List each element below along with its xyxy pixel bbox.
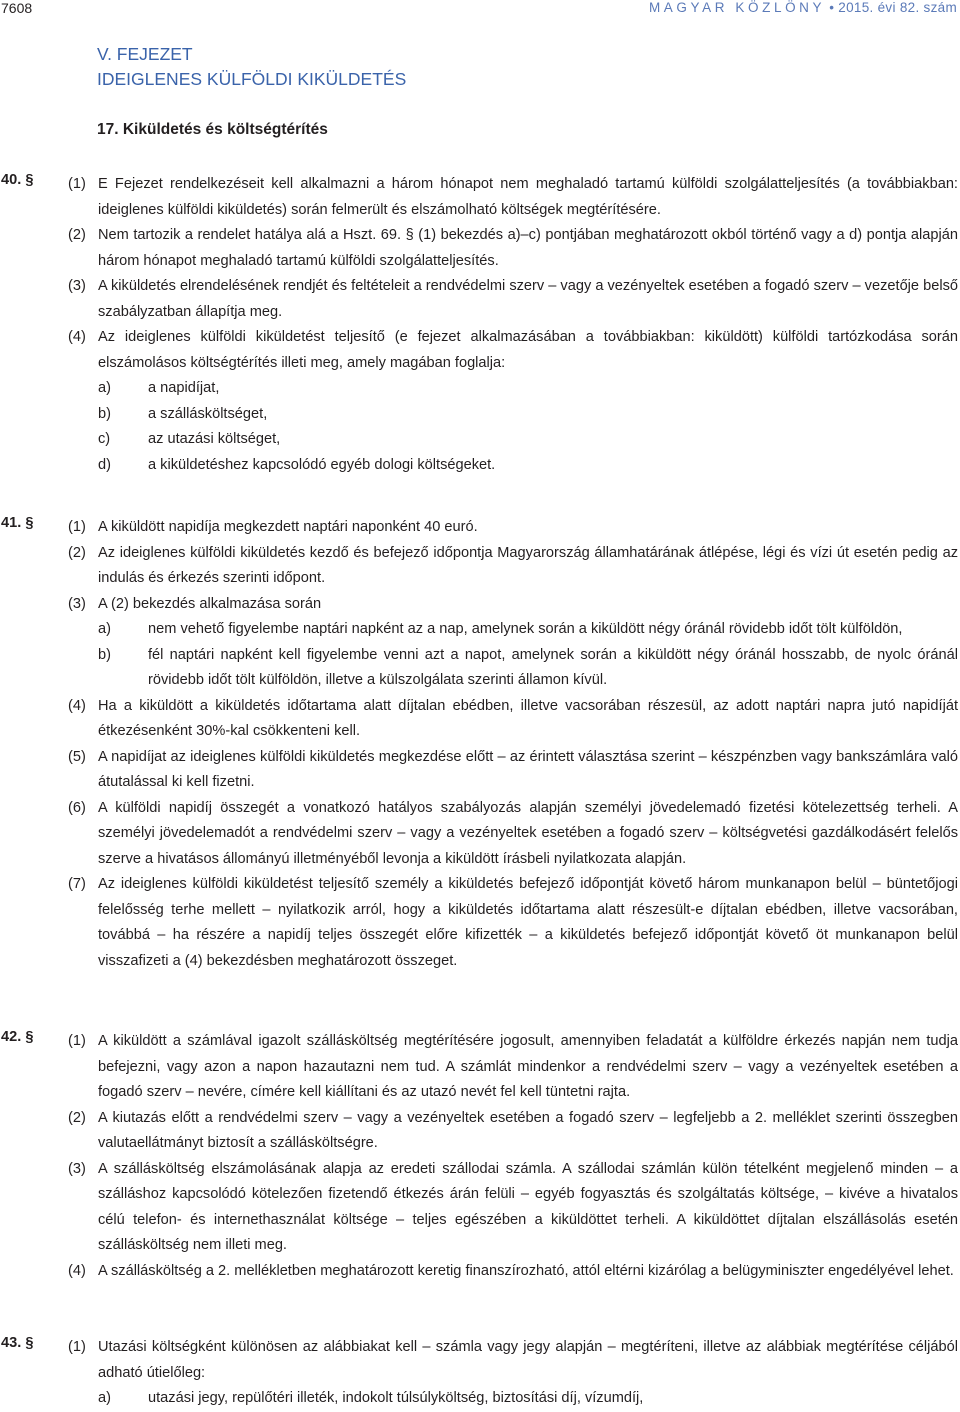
paragraph [0, 274, 960, 325]
list-item-text: nem vehető figyelembe naptári napként az a nap, amelynek során a kiküldött négy óránál rövidebb időt tölt külföldön, [148, 621, 903, 637]
list-item-label: a) [98, 1390, 111, 1406]
paragraph-number: (6) [68, 799, 86, 816]
paragraph-text: A szállásköltség elszámolásának alapja az eredeti szállodai számla. A szállodai számlán külön tételként megjelenő minden – a szálláshoz kapcsolódó kötelezően fizetendő étkezés árán felüli – egyéb fogyasztás és szolgáltatás költsége, – kivéve a hivatalos célú telefon- és internethasználat költsége – teljes egészében a kiküldöttet terheli. A kiküldöttet díjtalan elszállásolás esetén szállásköltség nem illeti meg. [98, 1160, 958, 1253]
paragraph [0, 592, 960, 618]
list-item [0, 1386, 960, 1412]
list-item [0, 402, 960, 428]
section-subtitle: 17. Kiküldetés és költségtérítés [97, 121, 328, 138]
list-item-label: a) [98, 621, 111, 637]
paragraph-text: Utazási költségként különösen az alábbiakat kell – számla vagy jegy alapján – megtéríteni, illetve az alábbiak megtérítése céljából adható útielőleg: [98, 1339, 958, 1381]
list-item [0, 427, 960, 453]
paragraph-number: (2) [68, 1109, 86, 1126]
paragraph-text: A külföldi napidíj összegét a vonatkozó hatályos szabályozás alapján személyi jövedelemadó fizetési kötelezettség terheli. A személyi jövedelemadót a rendvédelmi szerv – vagy a vezényeltek esetében a fogadó szerv – költségvetési gazdálkodásért felelős szerve a hivatásos állományú illetményéből levonja a kiküldött írásbeli nyilatkozata alapján. [98, 799, 958, 867]
list-item [0, 453, 960, 479]
list-item [0, 617, 960, 643]
list-item [0, 643, 960, 694]
section-number: 41. [1, 515, 22, 531]
paragraph-number: (1) [68, 1033, 86, 1049]
paragraph-number: (2) [68, 227, 86, 243]
paragraph [0, 1106, 960, 1157]
paragraph [0, 223, 960, 274]
paragraph-number: (1) [68, 1339, 86, 1355]
page-number: 7608 [1, 0, 33, 16]
paragraph [0, 796, 960, 873]
section-sign: § [25, 1335, 34, 1351]
paragraph-text: Nem tartozik a rendelet hatálya alá a Hszt. 69. § (1) bekezdés a)–c) pontjában meghatározott okból történő vagy a d) pontja alapján három hónapot meghaladó tartamú külföldi szolgálatteljesítés. [98, 227, 958, 269]
paragraph-text: E Fejezet rendelkezéseit kell alkalmazni a három hónapot nem meghaladó tartamú külföldi szolgálatteljesítés (a továbbiakban: ideiglenes külföldi kiküldetés) során felmerült és elszámolható költségek megtérítésére. [98, 176, 958, 218]
section-sign: § [25, 515, 34, 531]
issue-number: 2015. évi 82. szám [838, 0, 957, 15]
section [0, 172, 960, 478]
page-header [0, 0, 960, 20]
paragraph [0, 1335, 960, 1386]
paragraph-text: Az ideiglenes külföldi kiküldetést teljesítő (e fejezet alkalmazásában a továbbiakban: kiküldött) külföldi tartózkodása során elszámolásos költségtérítés illeti meg, amely magában foglalja: [98, 329, 958, 371]
paragraph-number: (3) [68, 595, 86, 612]
paragraph-text: A kiküldetés elrendelésének rendjét és feltételeit a rendvédelmi szerv – vagy a vezényeltek esetében a fogadó szerv – vezetője belső szabályzatban állapítja meg. [98, 278, 958, 320]
section-number: 40. [1, 172, 22, 188]
paragraph-number: (3) [68, 1160, 86, 1177]
section-sign: § [25, 172, 34, 188]
section [0, 1029, 960, 1284]
paragraph-number: (4) [68, 1262, 86, 1279]
paragraph [0, 1259, 960, 1285]
paragraph [0, 694, 960, 745]
paragraph-text: A napidíjat az ideiglenes külföldi kiküldetés megkezdése előtt – az érintett választása szerint – készpénzben vagy bankszámlára való átutalással ki kell fizetni. [98, 748, 958, 790]
list-item-label: d) [98, 456, 111, 473]
paragraph [0, 745, 960, 796]
paragraph [0, 325, 960, 376]
section [0, 515, 960, 974]
paragraph-text: A kiutazás előtt a rendvédelmi szerv – vagy a vezényeltek esetében a fogadó szerv – legfeljebb a 2. melléklet szerinti összegben valutaellátmányt biztosít a szállásköltségre. [98, 1109, 958, 1151]
journal-title: MAGYAR KÖZLÖNY [648, 0, 826, 15]
paragraph [0, 172, 960, 223]
journal-info [649, 0, 957, 15]
paragraph-number: (4) [68, 329, 86, 345]
paragraph [0, 515, 960, 541]
paragraph [0, 1157, 960, 1259]
paragraph-number: (3) [68, 278, 86, 294]
list-item [0, 376, 960, 402]
list-item-text: a kiküldetéshez kapcsolódó egyéb dologi költségeket. [148, 456, 496, 473]
list-item-label: a) [98, 380, 111, 396]
paragraph-number: (1) [68, 519, 86, 535]
list-item-text: az utazási költséget, [148, 431, 281, 447]
paragraph [0, 872, 960, 974]
list-item-text: fél naptári napként kell figyelembe venni azt a napot, amelynek során a kiküldött négy óránál hosszabb, de nyolc óránál rövidebb időt tölt külföldön, illetve a külszolgálata szerinti államon kívül. [148, 646, 958, 688]
section-sign: § [25, 1029, 34, 1045]
chapter-title: IDEIGLENES KÜLFÖLDI KIKÜLDETÉS [97, 69, 407, 89]
list-item-text: a szállásköltséget, [148, 405, 268, 422]
paragraph-text: Az ideiglenes külföldi kiküldetés kezdő és befejező időpontja Magyarország államhatárának átlépése, légi és vízi út esetén pedig az indulás és érkezés szerinti időpont. [98, 544, 958, 586]
paragraph-text: A kiküldött a számlával igazolt szállásköltség megtérítésére jogosult, amennyiben feladatát a külföldre érkezés napján nem tudja befejezni, vagy azon a napon hazautazni nem tud. A számlát mindenkor a rendvédelmi szerv – vagy a vezényeltek esetében a fogadó szerv – nevére, címére kell kiállítani és az utazó nevét fel kell tüntetni rajta. [98, 1033, 958, 1100]
list-item-label: c) [98, 431, 111, 447]
paragraph-text: A kiküldött napidíja megkezdett naptári naponként 40 euró. [98, 519, 478, 535]
paragraph-number: (4) [68, 697, 86, 714]
paragraph-number: (2) [68, 544, 86, 561]
paragraph-text: Ha a kiküldött a kiküldetés időtartama alatt díjtalan ebédben, illetve vacsorában részesül, az adott naptári napra jutó napidíját étkezésenként 30%-kal csökkenteni kell. [98, 697, 958, 739]
paragraph-text: Az ideiglenes külföldi kiküldetést teljesítő személy a kiküldetés befejező időpontját követő három munkanapon belül – büntetőjogi felelősség terhe mellett – nyilatkozik arról, hogy a kiküldetés időtartama alatt részesült-e díjtalan ebédben, illetve vacsorában, továbbá – ha részére a napidíj teljes összegét előre kifizették – a kiküldetés befejező időpontját követő öt munkanapon belül visszafizeti a (4) bekezdésben meghatározott összeget. [98, 876, 958, 969]
paragraph-number: (5) [68, 748, 86, 765]
header-separator: • [829, 0, 835, 15]
list-item-text: a napidíjat, [148, 380, 220, 396]
list-item-label: b) [98, 646, 111, 663]
section-number: 42. [1, 1029, 22, 1045]
paragraph-number: (1) [68, 176, 86, 192]
chapter-number: V. FEJEZET [97, 44, 193, 64]
paragraph-text: A (2) bekezdés alkalmazása során [98, 595, 322, 612]
list-item-label: b) [98, 405, 111, 422]
section-number: 43. [1, 1335, 22, 1351]
section [0, 1335, 960, 1412]
paragraph [0, 541, 960, 592]
paragraph-text: A szállásköltség a 2. mellékletben meghatározott keretig finanszírozható, attól eltérni kizárólag a belügyminiszter engedélyével lehet. [98, 1262, 954, 1279]
paragraph [0, 1029, 960, 1106]
paragraph-number: (7) [68, 876, 86, 892]
list-item-text: utazási jegy, repülőtéri illeték, indokolt túlsúlyköltség, biztosítási díj, vízumdíj, [148, 1390, 644, 1406]
